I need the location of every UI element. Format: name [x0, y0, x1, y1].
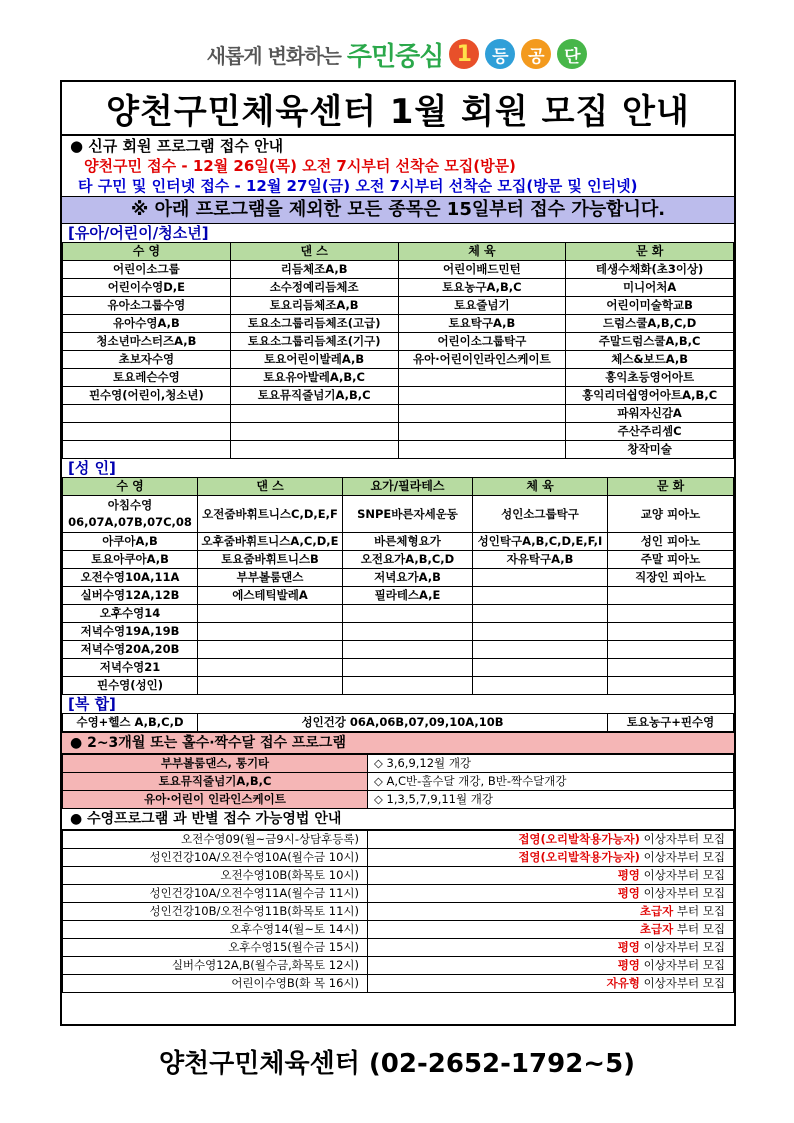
adult-table	[62, 477, 734, 695]
program-cell	[398, 423, 566, 441]
table-row	[63, 405, 734, 423]
slogan	[0, 34, 794, 74]
swim-heading: ● 수영프로그램 과 반별 접수 가능영법 안내	[62, 809, 734, 830]
swim-suffix: 이상자부터 모집	[639, 868, 725, 882]
program-cell: 교양 피아노	[608, 496, 734, 533]
swim-suffix: 이상자부터 모집	[639, 958, 725, 972]
column-header: 수 영	[63, 243, 231, 261]
program-cell: 테생수채화(초3이상)	[566, 261, 734, 279]
swim-requirement	[368, 975, 734, 993]
swim-suffix: 이상자부터 모집	[639, 850, 725, 864]
program-cell: 청소년마스터즈A,B	[63, 333, 231, 351]
combo-item: 성인건강 06A,06B,07,09,10A,10B	[198, 714, 608, 732]
program-cell: 소수정예리듬체조	[230, 279, 398, 297]
program-cell: 토요리듬체조A,B	[230, 297, 398, 315]
table-row	[63, 773, 734, 791]
program-cell	[343, 677, 473, 695]
program-cell: 토요소그룹리듬체조(고급)	[230, 315, 398, 333]
swim-suffix: 이상자부터 모집	[639, 886, 725, 900]
program-cell	[343, 659, 473, 677]
swim-requirement	[368, 939, 734, 957]
swim-requirement	[368, 867, 734, 885]
swim-suffix: 이상자부터 모집	[639, 976, 725, 990]
program-cell	[473, 587, 608, 605]
swim-class: 성인건강10A/오전수영10A(월수금 10시)	[63, 849, 368, 867]
program-cell	[343, 623, 473, 641]
program-cell: 오전요가A,B,C,D	[343, 551, 473, 569]
table-row	[63, 885, 734, 903]
slogan-highlight: 주민중심	[346, 41, 444, 72]
swim-requirement	[368, 831, 734, 849]
swim-level: 접영(오리발착용가능자)	[518, 850, 640, 864]
program-cell	[398, 387, 566, 405]
program-cell: 필라테스A,E	[343, 587, 473, 605]
program-cell	[608, 659, 734, 677]
swim-class: 오후수영15(월수금 15시)	[63, 939, 368, 957]
new-member-heading: ● 신규 회원 프로그램 접수 안내	[70, 137, 284, 155]
table-row	[63, 867, 734, 885]
program-cell: 주산주리셈C	[566, 423, 734, 441]
program-cell	[198, 677, 343, 695]
program-cell: 아쿠아A,B	[63, 533, 198, 551]
periodic-schedule: ◇ 3,6,9,12월 개강	[368, 755, 734, 773]
program-cell: 체스&보드A,B	[566, 351, 734, 369]
table-row	[63, 369, 734, 387]
swim-class: 오전수영09(월~금9시-상담후등록)	[63, 831, 368, 849]
program-cell	[343, 605, 473, 623]
program-cell	[473, 677, 608, 695]
program-cell	[473, 641, 608, 659]
program-cell	[608, 587, 734, 605]
program-cell	[63, 423, 231, 441]
table-row	[63, 261, 734, 279]
swim-class: 오전수영10B(화목토 10시)	[63, 867, 368, 885]
program-cell: 어린이수영D,E	[63, 279, 231, 297]
swim-requirement	[368, 921, 734, 939]
program-cell	[608, 605, 734, 623]
program-cell: 토요줄넘기	[398, 297, 566, 315]
swim-class: 성인건강10B/오전수영11B(화목토 11시)	[63, 903, 368, 921]
page-title: 양천구민체육센터 1월 회원 모집 안내	[62, 82, 734, 136]
table-row	[63, 333, 734, 351]
program-cell: 오전수영10A,11A	[63, 569, 198, 587]
program-cell: 오전줌바휘트니스C,D,E,F	[198, 496, 343, 533]
program-cell: 토요뮤직줄넘기A,B,C	[230, 387, 398, 405]
program-cell	[198, 623, 343, 641]
program-cell: 드럼스쿨A,B,C,D	[566, 315, 734, 333]
program-cell	[398, 405, 566, 423]
program-cell	[230, 441, 398, 459]
program-cell: 유아수영A,B	[63, 315, 231, 333]
table-row	[63, 849, 734, 867]
program-cell: 미니어처A	[566, 279, 734, 297]
swim-level: 평영	[617, 868, 640, 882]
column-header: 문 화	[608, 478, 734, 496]
program-cell: 홍익초등영어아트	[566, 369, 734, 387]
program-cell: 직장인 피아노	[608, 569, 734, 587]
swim-class: 실버수영12A,B(월수금,화목토 12시)	[63, 957, 368, 975]
program-cell	[398, 369, 566, 387]
column-header: 수 영	[63, 478, 198, 496]
program-cell: 에스테틱발레A	[198, 587, 343, 605]
program-cell: 저녁수영19A,19B	[63, 623, 198, 641]
slogan-text: 새롭게 변화하는	[206, 43, 341, 68]
swim-table	[62, 830, 734, 993]
column-header: 문 화	[566, 243, 734, 261]
program-cell	[473, 659, 608, 677]
program-cell: 토요레슨수영	[63, 369, 231, 387]
program-cell: 유아·어린이인라인스케이트	[398, 351, 566, 369]
notice-frame	[60, 80, 736, 1026]
program-cell: 파워자신감A	[566, 405, 734, 423]
swim-level: 평영	[617, 958, 640, 972]
table-row	[63, 605, 734, 623]
program-cell	[608, 641, 734, 659]
program-cell	[63, 405, 231, 423]
program-cell	[608, 677, 734, 695]
swim-level: 초급자	[639, 904, 674, 918]
table-row	[63, 551, 734, 569]
program-cell: 토요유아발레A,B,C	[230, 369, 398, 387]
program-cell: 토요탁구A,B	[398, 315, 566, 333]
program-cell	[198, 641, 343, 659]
table-row	[63, 387, 734, 405]
periodic-table	[62, 754, 734, 809]
swim-class: 어린이수영B(화 목 16시)	[63, 975, 368, 993]
program-cell: 토요소그룹리듬체조(기구)	[230, 333, 398, 351]
program-cell: 성인소그룹탁구	[473, 496, 608, 533]
program-cell: 어린이소그룹탁구	[398, 333, 566, 351]
table-row	[63, 279, 734, 297]
program-cell: 초보자수영	[63, 351, 231, 369]
swim-level: 평영	[617, 886, 640, 900]
table-row	[63, 315, 734, 333]
slogan-char-badge: 공	[521, 39, 551, 69]
table-row	[63, 831, 734, 849]
table-row	[63, 351, 734, 369]
table-row	[63, 623, 734, 641]
program-cell: 핀수영(성인)	[63, 677, 198, 695]
table-row	[63, 755, 734, 773]
table-row	[63, 441, 734, 459]
periodic-heading: ● 2~3개월 또는 홀수·짝수달 접수 프로그램	[62, 732, 734, 754]
swim-suffix: 부터 모집	[673, 922, 725, 936]
table-row	[63, 297, 734, 315]
swim-level: 평영	[617, 940, 640, 954]
program-cell: 토요줌바휘트니스B	[198, 551, 343, 569]
table-row	[63, 791, 734, 809]
column-header: 댄 스	[230, 243, 398, 261]
program-cell: 리듬체조A,B	[230, 261, 398, 279]
resident-registration-line: 양천구민 접수 - 12월 26일(목) 오전 7시부터 선착순 모집(방문)	[84, 157, 516, 175]
slogan-number-badge: 1	[449, 39, 479, 69]
swim-requirement	[368, 903, 734, 921]
swim-requirement	[368, 849, 734, 867]
program-cell	[398, 441, 566, 459]
combo-table	[62, 713, 734, 732]
program-cell	[343, 641, 473, 659]
combo-item: 토요농구+핀수영	[608, 714, 734, 732]
periodic-schedule: ◇ 1,3,5,7,9,11월 개강	[368, 791, 734, 809]
program-cell: 어린이배드민턴	[398, 261, 566, 279]
slogan-char-badge: 등	[485, 39, 515, 69]
swim-suffix: 이상자부터 모집	[639, 940, 725, 954]
program-cell: 토요농구A,B,C	[398, 279, 566, 297]
periodic-schedule: ◇ A,C반-홀수달 개강, B반-짝수달개강	[368, 773, 734, 791]
program-cell: 성인탁구A,B,C,D,E,F,I	[473, 533, 608, 551]
program-cell: 창작미술	[566, 441, 734, 459]
column-header: 체 육	[398, 243, 566, 261]
table-row	[63, 533, 734, 551]
program-cell: 오후수영14	[63, 605, 198, 623]
column-header: 댄 스	[198, 478, 343, 496]
periodic-program: 유아·어린이 인라인스케이트	[63, 791, 368, 809]
program-cell: 어린이미술학교B	[566, 297, 734, 315]
program-cell: 주말 피아노	[608, 551, 734, 569]
periodic-program: 토요뮤직줄넘기A,B,C	[63, 773, 368, 791]
swim-suffix: 이상자부터 모집	[639, 832, 725, 846]
table-row	[63, 569, 734, 587]
youth-category-label: [유아/어린이/청소년]	[68, 224, 209, 242]
program-cell: 홍익리더쉽영어아트A,B,C	[566, 387, 734, 405]
adult-category-label: [성 인]	[68, 459, 116, 477]
column-header: 요가/필라테스	[343, 478, 473, 496]
table-row	[63, 957, 734, 975]
program-cell: 부부볼룸댄스	[198, 569, 343, 587]
combo-item: 수영+헬스 A,B,C,D	[63, 714, 198, 732]
youth-table	[62, 242, 734, 459]
table-row	[63, 659, 734, 677]
swim-class: 오후수영14(월~토 14시)	[63, 921, 368, 939]
table-row	[63, 975, 734, 993]
program-cell	[473, 623, 608, 641]
table-row	[63, 641, 734, 659]
program-cell: 핀수영(어린이,청소년)	[63, 387, 231, 405]
program-cell: 저녁수영20A,20B	[63, 641, 198, 659]
table-row	[63, 423, 734, 441]
column-header: 체 육	[473, 478, 608, 496]
program-cell: 오후줌바휘트니스A,C,D,E	[198, 533, 343, 551]
program-cell	[63, 441, 231, 459]
swim-level: 접영(오리발착용가능자)	[518, 832, 640, 846]
table-row	[63, 496, 734, 533]
combo-category-label: [복 합]	[68, 695, 116, 713]
program-cell	[473, 569, 608, 587]
swim-requirement	[368, 885, 734, 903]
program-cell: 바른체형요가	[343, 533, 473, 551]
slogan-char-badge: 단	[557, 39, 587, 69]
program-cell	[198, 659, 343, 677]
table-row	[63, 677, 734, 695]
program-cell	[230, 405, 398, 423]
program-cell	[473, 605, 608, 623]
program-cell: 성인 피아노	[608, 533, 734, 551]
swim-level: 자유형	[606, 976, 640, 990]
table-row	[63, 587, 734, 605]
notice-banner: ※ 아래 프로그램을 제외한 모든 종목은 15일부터 접수 가능합니다.	[62, 196, 734, 224]
program-cell: SNPE바른자세운동	[343, 496, 473, 533]
swim-class: 성인건강10A/오전수영11A(월수금 11시)	[63, 885, 368, 903]
program-cell	[198, 605, 343, 623]
program-cell: 주말드럼스쿨A,B,C	[566, 333, 734, 351]
other-registration-line: 타 구민 및 인터넷 접수 - 12월 27일(금) 오전 7시부터 선착순 모집(방문 및 인터넷)	[78, 177, 638, 195]
program-cell: 실버수영12A,12B	[63, 587, 198, 605]
program-cell: 토요아쿠아A,B	[63, 551, 198, 569]
program-cell: 유아소그룹수영	[63, 297, 231, 315]
swim-level: 초급자	[639, 922, 674, 936]
program-cell: 자유탁구A,B	[473, 551, 608, 569]
table-row	[63, 939, 734, 957]
program-cell: 토요어린이발레A,B	[230, 351, 398, 369]
program-cell	[230, 423, 398, 441]
swim-requirement	[368, 957, 734, 975]
periodic-program: 부부볼룸댄스, 통기타	[63, 755, 368, 773]
swim-suffix: 부터 모집	[673, 904, 725, 918]
program-cell: 어린이소그룹	[63, 261, 231, 279]
footer-contact: 양천구민체육센터 (02-2652-1792~5)	[158, 1049, 636, 1079]
program-cell: 저녁요가A,B	[343, 569, 473, 587]
program-cell: 저녁수영21	[63, 659, 198, 677]
program-cell: 아침수영 06,07A,07B,07C,08	[63, 496, 198, 533]
program-cell	[608, 623, 734, 641]
table-row	[63, 921, 734, 939]
table-row	[63, 903, 734, 921]
